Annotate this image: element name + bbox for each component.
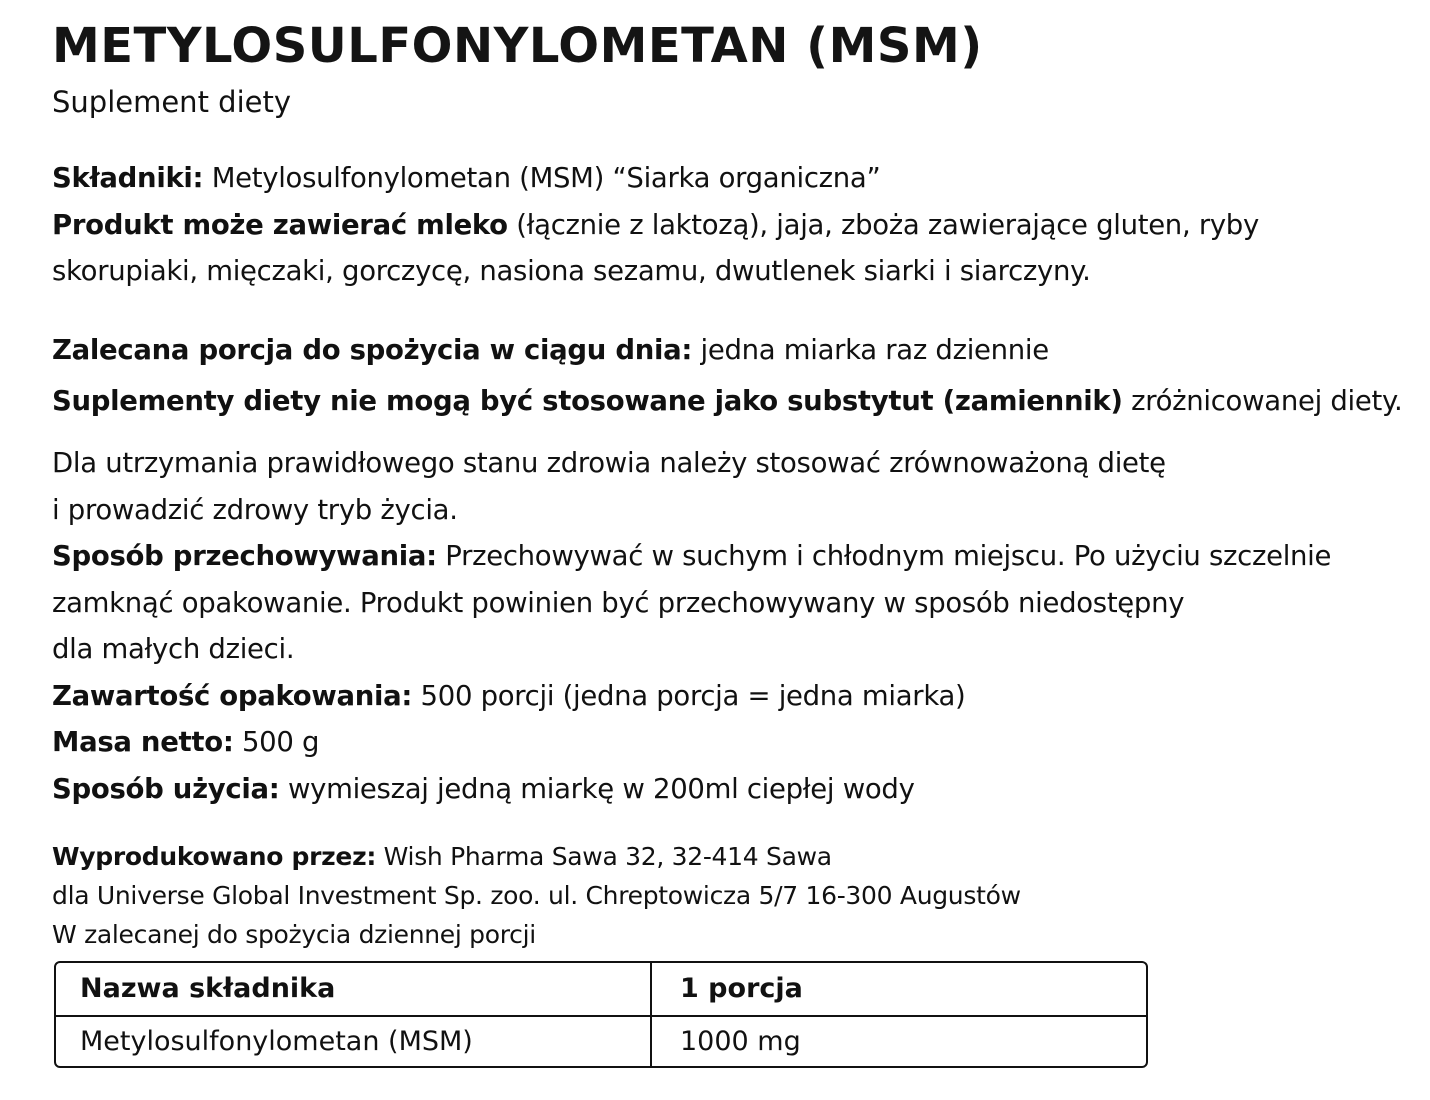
storage-label: Sposób przechowywania: <box>52 540 437 572</box>
usage-value: wymieszaj jedną miarkę w 200ml ciepłej wody <box>279 772 915 805</box>
ingredients-value: Metylosulfonylometan (MSM) “Siarka organiczna” <box>203 162 881 194</box>
recommended-portion <box>52 327 1412 374</box>
manufacturer-line-1 <box>52 837 1412 876</box>
product-title: METYLOSULFONYLOMETAN (MSM) <box>52 18 983 74</box>
net-weight-label: Masa netto: <box>52 726 234 758</box>
recommended-portion-value: jedna miarka raz dziennie <box>692 334 1049 366</box>
product-subtitle: Suplement diety <box>52 85 291 119</box>
usage-line <box>52 766 1412 813</box>
health-note-line-1: Dla utrzymania prawidłowego stanu zdrowia należy stosować zrównoważoną dietę <box>52 447 1166 479</box>
storage-line-1 <box>52 533 1412 580</box>
daily-portion-note: W zalecanej do spożycia dziennej porcji <box>52 920 536 949</box>
table-header-portion: 1 porcja <box>680 973 803 1005</box>
allergens-value-1: (łącznie z laktozą), jaja, zboża zawierające gluten, ryby <box>507 208 1259 241</box>
supplement-warning-value: zróżnicowanej diety. <box>1122 385 1403 417</box>
table-row <box>56 1015 1146 1067</box>
table-header-ingredient: Nazwa składnika <box>56 963 652 1015</box>
storage-value-1: Przechowywać w suchym i chłodnym miejscu. Po użyciu szczelnie <box>436 540 1332 572</box>
manufacturer-line-2: dla Universe Global Investment Sp. zoo. ul. Chreptowicza 5/7 16-300 Augustów <box>52 881 1021 910</box>
table-cell-ingredient: Metylosulfonylometan (MSM) <box>56 1017 652 1067</box>
manufacturer-label: Wyprodukowano przez: <box>52 842 377 871</box>
package-content-label: Zawartość opakowania: <box>52 679 413 712</box>
supplement-warning <box>52 378 1412 425</box>
table-header-row <box>56 963 1146 1015</box>
health-note-line-2: i prowadzić zdrowy tryb życia. <box>52 493 458 526</box>
allergens-line-2: skorupiaki, mięczaki, gorczycę, nasiona sezamu, dwutlenek siarki i siarczyny. <box>52 255 1091 287</box>
package-content-value: 500 porcji (jedna porcja = jedna miarka) <box>412 679 966 712</box>
manufacturer-section <box>52 837 1412 954</box>
ingredients-label: Składniki: <box>52 162 204 194</box>
allergens-line-1 <box>52 202 1412 249</box>
usage-label: Sposób użycia: <box>52 772 280 805</box>
recommended-portion-label: Zalecana porcja do spożycia w ciągu dnia: <box>52 334 693 366</box>
details-section <box>52 440 1412 812</box>
allergens-label: Produkt może zawierać mleko <box>52 208 508 241</box>
ingredients-section <box>52 155 1412 295</box>
nutrition-table <box>54 961 1148 1068</box>
supplement-warning-label: Suplementy diety nie mogą być stosowane jako substytut (zamiennik) <box>52 385 1123 417</box>
storage-line-2: zamknąć opakowanie. Produkt powinien być przechowywany w sposób niedostępny <box>52 586 1185 619</box>
net-weight-value: 500 g <box>233 726 320 758</box>
package-content-line <box>52 673 1412 720</box>
storage-line-3: dla małych dzieci. <box>52 633 295 665</box>
net-weight-line <box>52 719 1412 766</box>
manufacturer-value-1: Wish Pharma Sawa 32, 32-414 Sawa <box>376 842 832 871</box>
table-cell-amount: 1000 mg <box>680 1025 801 1057</box>
ingredients-line <box>52 155 1412 202</box>
